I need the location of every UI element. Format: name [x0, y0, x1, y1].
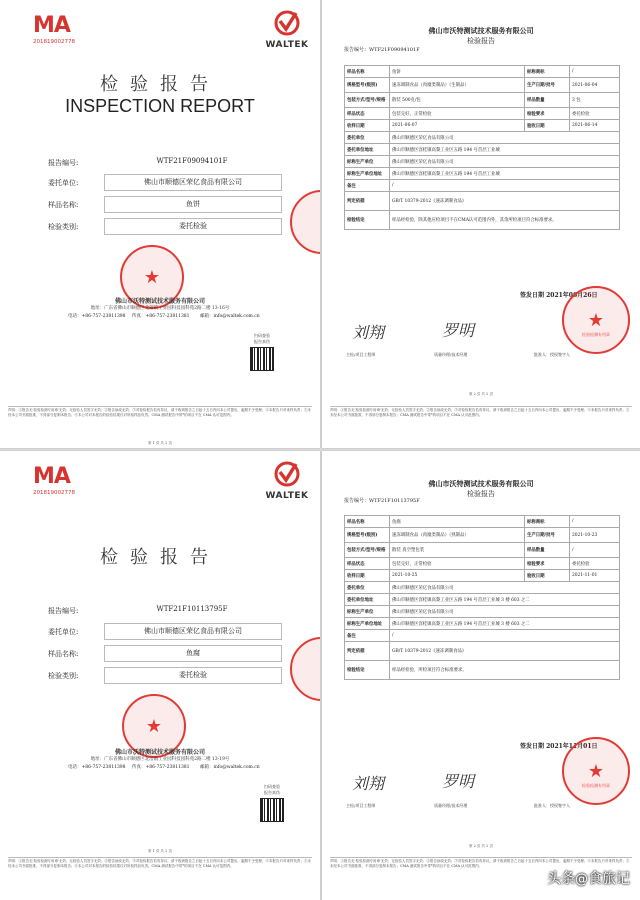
table-key-cell: 验收日期: [524, 120, 569, 132]
table-key-cell: 标称生产单位地址: [345, 618, 390, 630]
field-label: 检验类别:: [48, 672, 79, 680]
table-key-cell: 样品名称: [345, 516, 390, 528]
seal-star-icon: ★: [587, 761, 605, 782]
table-row: [345, 606, 620, 618]
field-value: WTF21F10113795F: [156, 605, 228, 613]
table-value-cell: 包装完好，正常检验: [390, 108, 525, 120]
detail-title: 检验报告: [467, 37, 495, 45]
report-cover-page-3: [0, 451, 320, 900]
qr-caption: 扫码查验 报告真伪: [254, 333, 270, 344]
table-row: [345, 78, 620, 93]
field-value: 佛山市顺德区荣亿食品有限公司: [104, 623, 282, 640]
table-key-cell: 样品数量: [524, 543, 569, 558]
qr-code-icon[interactable]: [260, 798, 284, 822]
perforation-seal: [290, 190, 320, 254]
seal-star-icon: ★: [145, 716, 163, 737]
field-test-type: [48, 218, 288, 235]
table-key-cell: 包装方式/型号/规格: [345, 543, 390, 558]
table-key-cell: 委托单位: [345, 582, 390, 594]
institute-tel: 电话：+86-757-23811398: [68, 314, 126, 319]
watermark-prefix: 头条: [547, 871, 575, 887]
table-key-cell: 样品名称: [345, 66, 390, 78]
institute-fax: 传真：+86-757-23811381: [132, 765, 190, 770]
company-header: 佛山市沃特测试技术服务有限公司: [428, 479, 534, 488]
table-row: [345, 156, 620, 168]
table-row: [345, 642, 620, 661]
cma-logo: [33, 14, 83, 45]
disclaimer-footer: 声明：①报告无'检验检测专用章'无效；无检验人员签字无效；②报告涂改无效；③对检验报告若有异议，请于收到报告之日起十五日内向本公司提出，逾期不予受理；④本报告只对来样负责；⑤未经本公司书面批准，不得部分复制本报告；⑥本公司对本报告的检验结果仅对所检样品负责。CMA 测试报告中带*的项目不在 CMA 认可范围内。: [8, 408, 311, 417]
waltek-logo: [262, 10, 312, 50]
table-value-cell: /: [390, 180, 620, 192]
institute-fax: 传真：+86-757-23811381: [132, 314, 190, 319]
report-number: 报告编号：WTF21F10113795F: [344, 498, 420, 504]
table-row: [345, 192, 620, 211]
institute-email: 邮箱：info@waltek.com.cn: [200, 765, 260, 770]
table-value-cell: 鱼饼: [390, 66, 525, 78]
table-key-cell: 验收日期: [524, 570, 569, 582]
watermark-name: 食旅记: [588, 871, 630, 887]
table-key-cell: 标称生产单位地址: [345, 168, 390, 180]
table-key-cell: 包装方式/型号/规格: [345, 93, 390, 108]
report-title-cn: 检验报告: [100, 74, 220, 95]
report-title-cn: 检验报告: [100, 547, 220, 568]
source-watermark: [547, 868, 630, 888]
disclaimer-footer: 声明：①报告无'检验检测专用章'无效；无检验人员签字无效；②报告涂改无效；③对检验报告若有异议，请于收到报告之日起十五日内向本公司提出，逾期不予受理；④本报告只对来样负责；⑤未经本公司书面批准，不得部分复制本报告；CMA 测试报告中带*的项目不在 CMA 认可范围内。: [330, 406, 632, 418]
qr-verify: [246, 333, 278, 371]
role-label-1: 主检/项目工程师: [346, 352, 376, 357]
signature-2: 罗明: [442, 772, 475, 791]
signature-2: 罗明: [442, 321, 475, 340]
field-report-no: [48, 602, 288, 619]
seal-text: 检验检测专用章: [582, 332, 610, 337]
table-value-cell: 速冻调制食品（肉糜类制品）（生制品）: [390, 78, 525, 93]
institute-name: 佛山市沃特测试技术服务有限公司: [114, 749, 205, 756]
waltek-checkmark-icon: [273, 461, 301, 487]
seal-star-icon: ★: [587, 310, 605, 331]
table-row: [345, 108, 620, 120]
report-number: 报告编号：WTF21F09094101F: [344, 47, 420, 53]
disclaimer-footer: 声明：①报告无'检验检测专用章'无效；无检验人员签字无效；②报告涂改无效；③对检验报告若有异议，请于收到报告之日起十五日内向本公司提出，逾期不予受理；④本报告只对来样负责；⑤未经本公司书面批准，不得部分复制本报告；⑥本公司对本报告的检验结果仅对所检样品负责。CMA 测试报告中带*的项目不在 CMA 认可范围内。: [8, 859, 311, 868]
table-row: [345, 132, 620, 144]
table-key-cell: 样品数量: [524, 93, 569, 108]
role-label-1: 主检/项目工程师: [346, 803, 376, 808]
field-test-type: [48, 667, 288, 684]
role-label-2: 质量经理/技术经理: [434, 803, 468, 808]
institute-email: 邮箱：info@waltek.com.cn: [200, 314, 260, 319]
table-value-cell: 样品经检验，除其他应检项目不在CMA认可范围内外，其余所检项目符合标准要求。: [390, 211, 620, 230]
table-value-cell: 委托检验: [569, 108, 619, 120]
seal-star-icon: ★: [143, 267, 161, 288]
table-key-cell: 备注: [345, 630, 390, 642]
table-row: [345, 66, 620, 78]
waltek-logo: [262, 461, 312, 501]
table-value-cell: 2021-11-01: [569, 570, 619, 582]
table-key-cell: 标称生产单位: [345, 156, 390, 168]
table-value-cell: 样品经检验，所检项目符合标准要求。: [390, 661, 620, 680]
table-value-cell: 2021-06-04: [569, 78, 619, 93]
table-key-cell: 生产日期/批号: [524, 78, 569, 93]
report-detail-page-2: [322, 0, 640, 448]
field-label: 委托单位:: [48, 628, 79, 636]
table-value-cell: /: [569, 516, 619, 528]
institute-address: 地址：广东省佛山市顺德区北滘镇工业园科技园科苑2路二楼 13-19号: [90, 757, 230, 762]
table-row: [345, 661, 620, 680]
field-value: 委托检验: [104, 667, 282, 684]
table-key-cell: 委托单位地址: [345, 594, 390, 606]
institute-name: 佛山市沃特测试技术服务有限公司: [114, 298, 205, 305]
table-row: [345, 144, 620, 156]
report-detail-page-4: [322, 451, 640, 900]
issue-date: 签发日期 2021年06月26日: [520, 292, 598, 299]
disclaimer-footer: 声明：①报告无'检验检测专用章'无效；无检验人员签字无效；②报告涂改无效；③对检验报告若有异议，请于收到报告之日起十五日内向本公司提出，逾期不予受理；④本报告只对来样负责；⑤未经本公司书面批准，不得部分复制本报告；CMA 测试报告中带*的项目不在 CMA 认可范围内。: [330, 857, 632, 869]
waltek-checkmark-icon: [273, 10, 301, 36]
table-value-cell: 2021-06-14: [569, 120, 619, 132]
report-title-en: INSPECTION REPORT: [65, 96, 255, 116]
inspection-seal: [562, 737, 630, 805]
company-header: 佛山市沃特测试技术服务有限公司: [428, 26, 534, 35]
table-key-cell: 检验结论: [345, 661, 390, 680]
table-key-cell: 判定依据: [345, 192, 390, 211]
table-value-cell: 2021-06-07: [390, 120, 525, 132]
table-key-cell: 收样日期: [345, 570, 390, 582]
institute-tel: 电话：+86-757-23811398: [68, 765, 126, 770]
table-value-cell: 2021-10-25: [390, 570, 525, 582]
table-value-cell: 佛山市顺德区荣亿食品有限公司: [390, 156, 620, 168]
table-key-cell: 标称商标: [524, 516, 569, 528]
cma-number: 201819002778: [33, 39, 75, 45]
table-key-cell: 检验要求: [524, 108, 569, 120]
table-row: [345, 618, 620, 630]
table-value-cell: /: [569, 66, 619, 78]
table-key-cell: 判定依据: [345, 642, 390, 661]
table-value-cell: 佛山市顺德区荣亿食品有限公司: [390, 132, 620, 144]
field-label: 报告编号:: [48, 159, 79, 167]
table-key-cell: 规格型号(级别): [345, 528, 390, 543]
field-label: 样品名称:: [48, 650, 79, 658]
field-label: 报告编号:: [48, 607, 79, 615]
field-label: 检验类别:: [48, 223, 79, 231]
table-row: [345, 211, 620, 230]
table-key-cell: 检验结论: [345, 211, 390, 230]
table-value-cell: 佛山市顺德区荣亿食品有限公司: [390, 606, 620, 618]
qr-verify: [256, 784, 288, 822]
cma-logo: [33, 465, 83, 496]
table-value-cell: 委托检验: [569, 558, 619, 570]
detail-title: 检验报告: [467, 490, 495, 498]
page-number: 第 2 页 共 2 页: [468, 392, 494, 396]
table-value-cell: 散装 500克/包: [390, 93, 525, 108]
report-detail-table: [344, 515, 620, 680]
table-value-cell: /: [569, 543, 619, 558]
table-key-cell: 委托单位地址: [345, 144, 390, 156]
table-value-cell: 散装 真空塑包装: [390, 543, 525, 558]
table-value-cell: 2021-10-23: [569, 528, 619, 543]
page-number: 第 2 页 共 2 页: [468, 844, 494, 848]
field-sample-name: [48, 196, 288, 213]
qr-code-icon[interactable]: [250, 347, 274, 371]
table-key-cell: 规格型号(级别): [345, 78, 390, 93]
table-row: [345, 528, 620, 543]
table-key-cell: 样品状态: [345, 558, 390, 570]
qr-caption: 扫码查验 报告真伪: [264, 784, 280, 795]
seal-text: 检验检测专用章: [582, 783, 610, 788]
table-row: [345, 93, 620, 108]
table-row: [345, 543, 620, 558]
role-label-3: 批准人：授权签字人: [534, 352, 570, 357]
table-row: [345, 168, 620, 180]
role-label-2: 质量经理/技术经理: [434, 352, 468, 357]
table-value-cell: GB/T 10379-2012《速冻调制食品》: [390, 192, 620, 211]
perforation-seal: [290, 637, 320, 701]
table-value-cell: /: [390, 630, 620, 642]
cma-number: 201819002778: [33, 490, 75, 496]
cma-mark-icon: MA: [33, 464, 70, 489]
table-value-cell: 鱼腐: [390, 516, 525, 528]
table-key-cell: 生产日期/批号: [524, 528, 569, 543]
field-label: 样品名称:: [48, 201, 79, 209]
table-row: [345, 180, 620, 192]
report-cover-page-1: [0, 0, 320, 448]
issue-date: 签发日期 2021年11月01日: [520, 743, 598, 750]
table-value-cell: 包装完好，正常检验: [390, 558, 525, 570]
field-value: 鱼饼: [104, 196, 282, 213]
table-value-cell: GB/T 10379-2012《速冻调制食品》: [390, 642, 620, 661]
signature-1: 刘翔: [352, 323, 385, 342]
table-row: [345, 582, 620, 594]
brand-name: WALTEK: [265, 491, 309, 501]
brand-name: WALTEK: [265, 40, 309, 50]
table-key-cell: 收样日期: [345, 120, 390, 132]
field-value: 委托检验: [104, 218, 282, 235]
inspection-seal: [562, 286, 630, 354]
field-value: 佛山市顺德区荣亿食品有限公司: [104, 174, 282, 191]
table-key-cell: 样品状态: [345, 108, 390, 120]
page-number: 第 1 页 共 2 页: [147, 849, 173, 853]
role-label-3: 批准人：授权签字人: [534, 803, 570, 808]
field-report-no: [48, 154, 288, 171]
watermark-at: @: [575, 872, 588, 887]
table-key-cell: 委托单位: [345, 132, 390, 144]
signature-1: 刘翔: [352, 774, 385, 793]
table-row: [345, 558, 620, 570]
field-value: 鱼腐: [104, 645, 282, 662]
institute-address: 地址：广东省佛山市顺德区北滘镇工业园科技园科苑2路二楼 13-16号: [90, 306, 230, 311]
field-value: WTF21F09094101F: [156, 157, 228, 165]
table-row: [345, 570, 620, 582]
field-client: [48, 174, 288, 191]
table-row: [345, 630, 620, 642]
table-value-cell: 速冻调制食品（肉糜类制品）（熟制品）: [390, 528, 525, 543]
table-value-cell: 佛山市顺德区容桂镇高黎工业区五路 194 号首层工业城 3 楼 603 之二: [390, 618, 620, 630]
table-value-cell: 佛山市顺德区容桂镇高黎工业区五路 194 号首层工业城: [390, 168, 620, 180]
table-row: [345, 120, 620, 132]
table-row: [345, 594, 620, 606]
table-value-cell: 3 包: [569, 93, 619, 108]
report-detail-table: [344, 65, 620, 230]
table-value-cell: 佛山市顺德区荣亿食品有限公司: [390, 582, 620, 594]
cma-mark-icon: MA: [33, 13, 70, 38]
field-sample-name: [48, 645, 288, 662]
table-key-cell: 标称商标: [524, 66, 569, 78]
table-row: [345, 516, 620, 528]
table-value-cell: 佛山市顺德区容桂镇高黎工业区五路 194 号首层工业城: [390, 144, 620, 156]
table-value-cell: 佛山市顺德区容桂镇高黎工业区五路 194 号首层工业城 3 楼 603 之二: [390, 594, 620, 606]
table-key-cell: 检验要求: [524, 558, 569, 570]
page-number: 第 1 页 共 2 页: [147, 441, 173, 445]
field-client: [48, 623, 288, 640]
table-key-cell: 标称生产单位: [345, 606, 390, 618]
table-key-cell: 备注: [345, 180, 390, 192]
field-label: 委托单位:: [48, 179, 79, 187]
